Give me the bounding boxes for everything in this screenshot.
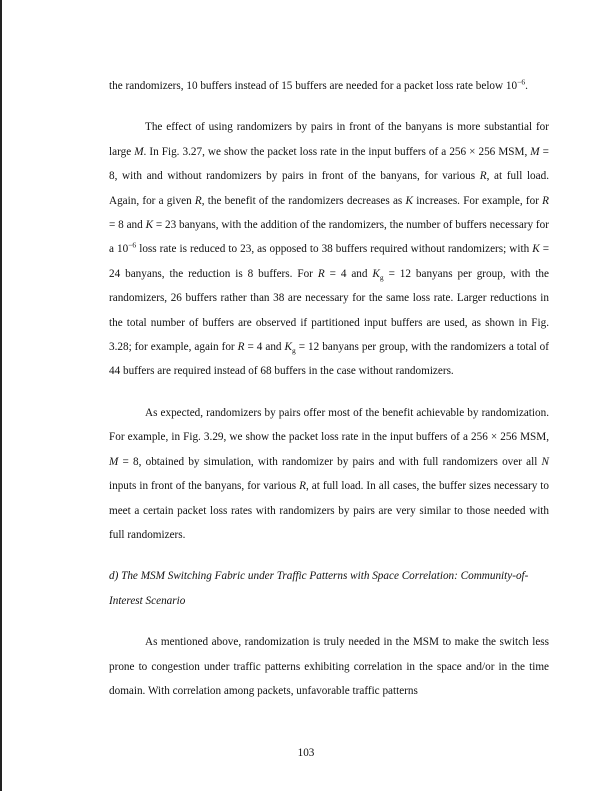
text-run: The effect of using randomizers by pairs in front of the banyans is more substantial for large <box>109 121 549 158</box>
text-run: As expected, randomizers by pairs offer most of the benefit achievable by randomization. For example, in Fig. 3.29, we show the packet loss rate in the input buffers of a 256 × 256 MSM, <box>109 406 549 444</box>
text-run: the randomizers, 10 buffers instead of 15 buffers are needed for a packet loss rate below 10 <box>109 80 518 92</box>
text-run: = 4 and <box>324 267 373 280</box>
text-run: , the benefit of the randomizers decreases as <box>201 194 406 207</box>
body-text <box>109 74 549 703</box>
italic-symbol: R <box>194 194 202 207</box>
section-heading <box>109 564 549 613</box>
italic-symbol: K <box>532 243 540 256</box>
italic-symbol: R <box>317 267 325 280</box>
text-run: . <box>525 80 528 92</box>
italic-symbol: R <box>237 341 245 354</box>
text-run: d) The MSM Switching Fabric under Traffic Patterns with Space Correlation: Community-of-Interest Scenario <box>109 570 529 607</box>
italic-symbol: R <box>542 194 549 207</box>
paragraph-full-randomization <box>109 401 549 547</box>
text-run: . In Fig. 3.27, we show the packet loss rate in the input buffers of a 256 × 256 MSM, <box>143 145 531 158</box>
text-run: = 24 banyans, the reduction is 8 buffers. For <box>109 243 550 280</box>
italic-symbol: K <box>405 194 413 207</box>
page-number: 103 <box>297 747 315 759</box>
italic-symbol: N <box>541 455 549 468</box>
text-run: = 4 and <box>244 341 285 354</box>
text-run: = 8 and <box>109 219 146 232</box>
paragraph-randomizers-by-pairs <box>109 115 549 383</box>
text-run: loss rate is reduced to 23, as opposed to 38 buffers required without randomizers; with <box>136 243 533 256</box>
text-run: = 8, with and without randomizers by pairs in front of the banyans, for various <box>109 145 549 183</box>
italic-symbol: R <box>299 480 306 493</box>
superscript: −6 <box>517 77 526 87</box>
italic-symbol: K <box>284 341 292 354</box>
text-run: = 12 banyans per group, with the randomizers a total of 44 buffers are required instead of 68 buffers in the case without randomizers. <box>109 341 550 378</box>
italic-symbol: M <box>109 455 119 468</box>
italic-symbol: K <box>372 267 380 280</box>
superscript: −6 <box>128 240 137 250</box>
text-run: = 8, obtained by simulation, with randomizer by pairs and with full randomizers over all <box>118 455 542 468</box>
italic-symbol: M <box>134 145 144 158</box>
text-run: inputs in front of the banyans, for various <box>109 480 300 493</box>
text-run: As mentioned above, randomization is truly needed in the MSM to make the switch less prone to congestion under traffic patterns exhibiting correlation in the space and/or in the time domain. With correlation among packets, unfavorable traffic patterns <box>109 636 549 697</box>
italic-symbol: R <box>479 170 487 183</box>
paragraph-continuation <box>109 74 549 98</box>
italic-symbol: M <box>530 145 540 158</box>
subscript: g <box>379 273 384 283</box>
text-run: , at full load. Again, for a given <box>109 170 550 207</box>
subscript: g <box>292 346 296 356</box>
page-left-edge <box>0 0 2 791</box>
text-run: = 23 banyans, with the addition of the randomizers, the number of buffers necessary for a 10 <box>109 219 549 256</box>
italic-symbol: K <box>145 219 154 232</box>
text-run: , at full load. In all cases, the buffer sizes necessary to meet a certain packet loss rates with randomizers by pairs are very similar to those needed with full randomizers. <box>109 480 549 541</box>
text-run: increases. For example, for <box>412 194 543 207</box>
paragraph-community-of-interest <box>109 630 549 703</box>
text-run: = 12 banyans per group, with the randomizers, 26 buffers rather than 38 are necessary for the same loss rate. Larger reductions in the total number of buffers are observed if partitioned input buffers are used, as shown in Fig. 3.28; for example, again for <box>109 267 549 354</box>
